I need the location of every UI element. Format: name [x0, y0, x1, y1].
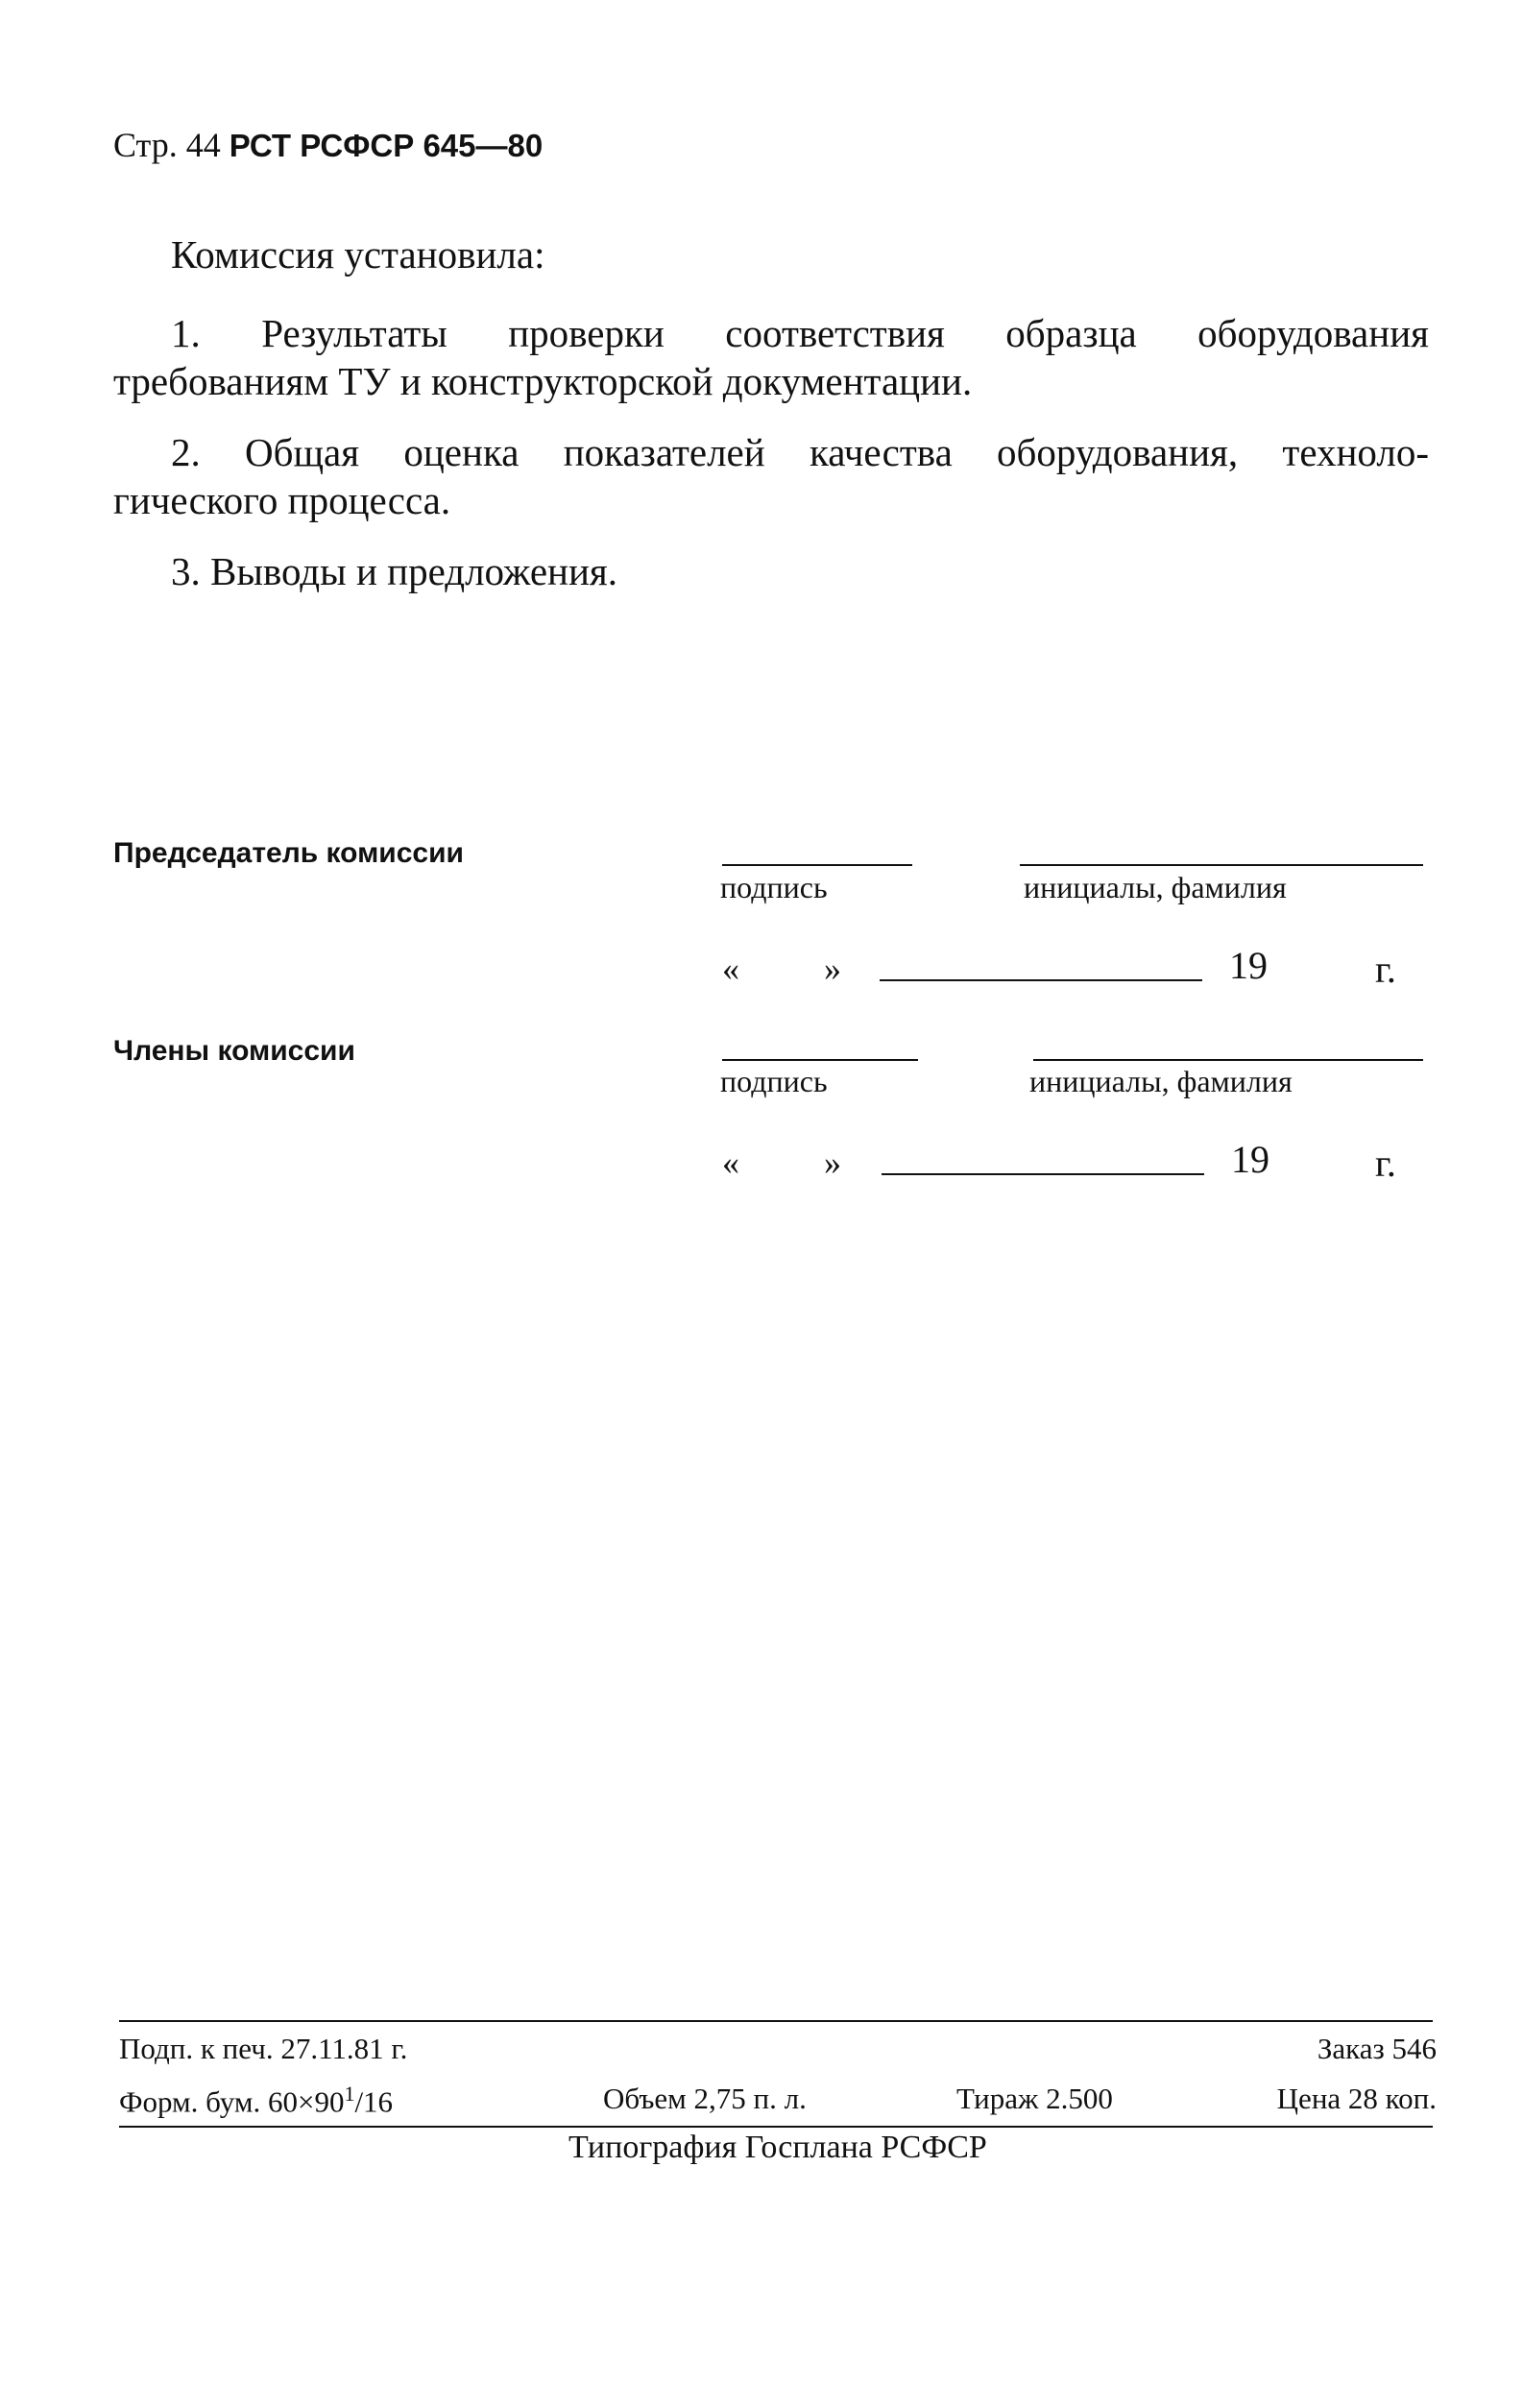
footer-volume: Объем 2,75 п. л.	[603, 2082, 807, 2115]
chairman-name-line	[1020, 864, 1423, 866]
footer-format-cross: ×	[297, 2084, 315, 2119]
footer-format	[119, 2082, 393, 2119]
footer-format-mid: 90	[314, 2084, 345, 2119]
page-header	[113, 125, 543, 165]
chairman-label: Председатель комиссии	[113, 837, 464, 869]
members-date-line	[882, 1173, 1204, 1175]
members-year-prefix: 19	[1231, 1138, 1269, 1181]
members-year-suffix: г.	[1375, 1142, 1396, 1185]
footer-printer: Типография Госплана РСФСР	[568, 2130, 987, 2165]
item-1-line2: требованиям ТУ и конструкторской документации.	[113, 359, 973, 403]
footer-print-run: Тираж 2.500	[956, 2082, 1113, 2115]
footer-signed: Подп. к печ. 27.11.81 г.	[119, 2032, 408, 2065]
item-2-line1: 2. Общая оценка показателей качества оборудования, техноло-	[171, 430, 1429, 474]
footer-format-prefix: Форм. бум. 60	[119, 2084, 298, 2119]
chairman-signature-caption: подпись	[720, 870, 828, 904]
chairman-date-quote-open: «	[722, 950, 739, 988]
chairman-signature-line	[722, 864, 912, 866]
footer-format-frac-num: 1	[344, 2082, 355, 2106]
members-date-quote-close: »	[824, 1144, 841, 1182]
members-name-caption: инициалы, фамилия	[1029, 1064, 1293, 1098]
footer-order: Заказ 546	[1317, 2032, 1437, 2065]
members-label: Члены комиссии	[113, 1035, 355, 1067]
members-signature-line	[722, 1059, 918, 1061]
footer-price: Цена 28 коп.	[1276, 2082, 1437, 2115]
chairman-year-suffix: г.	[1375, 948, 1396, 991]
members-name-line	[1033, 1059, 1423, 1061]
chairman-name-caption: инициалы, фамилия	[1024, 870, 1287, 904]
intro-text: Комиссия установила:	[171, 232, 545, 277]
item-3: 3. Выводы и предложения.	[171, 549, 618, 593]
members-date-quote-open: «	[722, 1144, 739, 1182]
item-1-line1: 1. Результаты проверки соответствия образца оборудования	[171, 311, 1429, 355]
standard-code: РСТ РСФСР 645—80	[229, 128, 544, 163]
item-2-line2: гического процесса.	[113, 478, 451, 522]
footer-bottom-rule	[119, 2126, 1433, 2128]
item-2	[113, 428, 1429, 524]
footer-format-frac-den: /16	[354, 2084, 394, 2119]
footer-top-rule	[119, 2020, 1433, 2022]
chairman-year-prefix: 19	[1229, 944, 1268, 987]
page-number: Стр. 44	[113, 126, 221, 164]
chairman-date-quote-close: »	[824, 950, 841, 988]
chairman-date-line	[880, 979, 1202, 981]
members-signature-caption: подпись	[720, 1064, 828, 1098]
item-1	[113, 309, 1429, 405]
